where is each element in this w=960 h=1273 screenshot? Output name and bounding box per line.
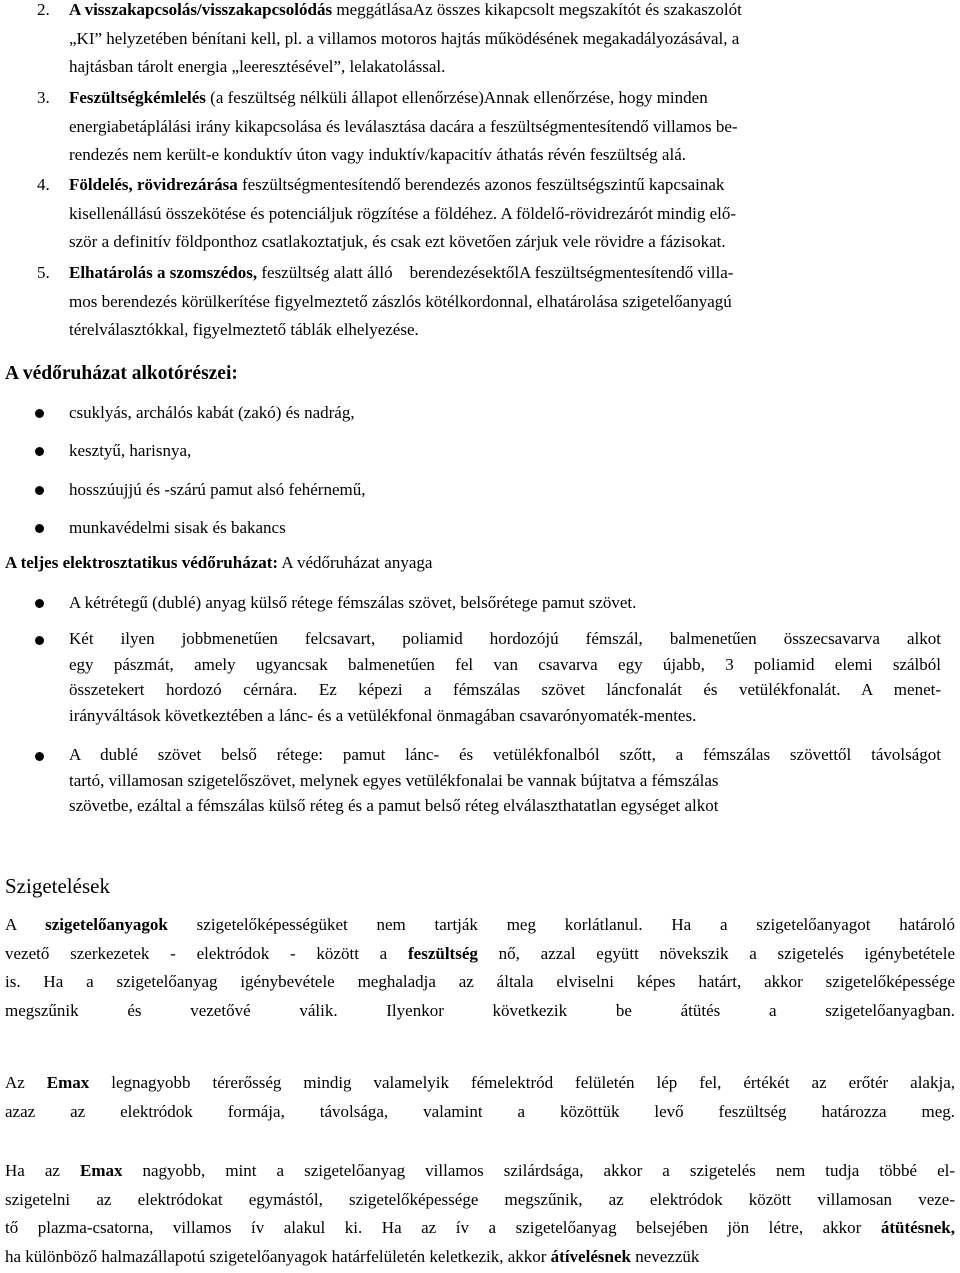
term: A teljes elektrosztatikus védőruházat:: [5, 553, 279, 572]
section-heading: A védőruházat alkotórészei:: [5, 363, 238, 384]
list-item-text: Feszültségkémlelés (a feszültség nélküli állapot ellenőrzése)Annak ellenőrzése, hogy minden energiabetáplálási irány kikapcsolása és leválasztása dacára a feszültségmentesítendő villamos be- rendezés nem került-e konduktív úton vagy induktív/kapacitív áthatás révén feszültség alá.: [69, 88, 738, 164]
bullet-icon: [35, 636, 44, 645]
section-heading: Szigetelések: [5, 874, 110, 898]
list-item: munkavédelmi sisak és bakancs: [69, 518, 286, 537]
list-item: kesztyű, harisnya,: [69, 441, 192, 460]
term: A visszakapcsolás/visszakapcsolódás: [69, 0, 333, 19]
bullet-icon: [35, 409, 44, 418]
paragraph: A teljes elektrosztatikus védőruházat: A védőruházat anyaga: [5, 553, 433, 572]
list-item: A kétrétegű (dublé) anyag külső rétege fémszálas szövet, belsőrétege pamut szövet.: [69, 593, 637, 612]
list-item: Két ilyen jobbmenetűen felcsavart, poliamid hordozójú fémszál, balmenetűen összecsavarva alkot egy pászmát, amely ugyancsak balmenetűen fel van csavarva egy újabb, 3 poliamid elemi szálból összetekert hordozó cérnára. Ez képezi a fémszálas szövet láncfonalát és vetülékfonalát. A menet- irányváltások következtében a lánc- és a vetülékfonal önmagában csavarónyomaték-mentes.: [69, 629, 941, 725]
bullet-icon: [35, 599, 44, 608]
list-item-text: A visszakapcsolás/visszakapcsolódás meggátlásaAz összes kikapcsolt megszakítót és szakaszolót „KI” helyzetében bénítani kell, pl. a villamos motoros hajtás működésének megakadályozásával, a hajtásban tárolt energia „leeresztésével”, lelakatolással.: [69, 0, 742, 76]
bullet-icon: [35, 447, 44, 456]
list-item: A dublé szövet belső rétege: pamut lánc- és vetülékfonalból szőtt, a fémszálas szövettől távolságot tartó, villamosan szigetelőszövet, melynek egyes vetülékfonalai be vannak bújtatva a fémszálas szövetbe, ezáltal a fémszálas külső réteg és a pamut belső réteg elválaszthatatlan egységet alkot: [69, 745, 941, 815]
paragraph: A szigetelőanyagok szigetelőképességüket nem tartják meg korlátlanul. Ha a szigetelőanyagot határoló vezető szerkezetek - elektródok - között a feszültség nő, azzal együtt növekszik a szigetelés igénybetétele is. Ha a szigetelőanyag igénybevétele meghaladja az általa elviselni képes határt, akkor szigetelőképessége megszűnik és vezetővé válik. Ilyenkor következik be átütés a szigetelőanyagban.: [5, 915, 955, 1020]
term: Elhatárolás a szomszédos,: [69, 263, 258, 282]
list-number: 5.: [37, 263, 50, 282]
list-item: hosszúujjú és -szárú pamut alsó fehérnemű,: [69, 480, 366, 499]
bullet-icon: [35, 486, 44, 495]
list-number: 2.: [37, 0, 50, 19]
term: Földelés, rövidrezárása: [69, 175, 238, 194]
list-item-text: Elhatárolás a szomszédos, feszültség alatt álló berendezésektőlA feszültségmentesítendő villa- mos berendezés körülkerítése figyelmeztető zászlós kötélkordonnal, elhatárolása szigetelőanyagú térelválasztókkal, figyelmeztető táblák elhelyezése.: [69, 263, 734, 339]
paragraph: Ha az Emax nagyobb, mint a szigetelőanyag villamos szilárdsága, akkor a szigetelés nem tudja többé el- szigetelni az elektródokat egymástól, szigetelőképessége megszűnik, az elektródok között villamosan veze- tő plazma-csatorna, villamos ív alakul ki. Ha az ív a szigetelőanyag belsejében jön létre, akkor átütésnek, ha különböző halmazállapotú szigetelőanyagok határfelületén keletkezik, akkor átívelésnek nevezzük: [5, 1161, 956, 1266]
term: Feszültségkémlelés: [69, 88, 206, 107]
list-number: 4.: [37, 175, 50, 194]
bullet-icon: [35, 524, 44, 533]
list-item-text: Földelés, rövidrezárása feszültségmentesítendő berendezés azonos feszültségszintű kapcsainak kisellenállású összekötése és potenciáljuk rögzítése a földéhez. A földelő-rövidrezárót mindig elő- ször a definitív földponthoz csatlakoztatjuk, és csak ezt követően zárjuk vele rövidre a fázisokat.: [69, 175, 737, 251]
paragraph: Az Emax legnagyobb térerősség mindig valamelyik fémelektród felületén lép fel, értékét az erőtér alakja, azaz az elektródok formája, távolsága, valamint a közöttük levő feszültség határozza meg.: [5, 1073, 955, 1121]
list-number: 3.: [37, 88, 50, 107]
list-item: csuklyás, archálós kabát (zakó) és nadrág,: [69, 403, 355, 422]
bullet-icon: [35, 752, 44, 761]
